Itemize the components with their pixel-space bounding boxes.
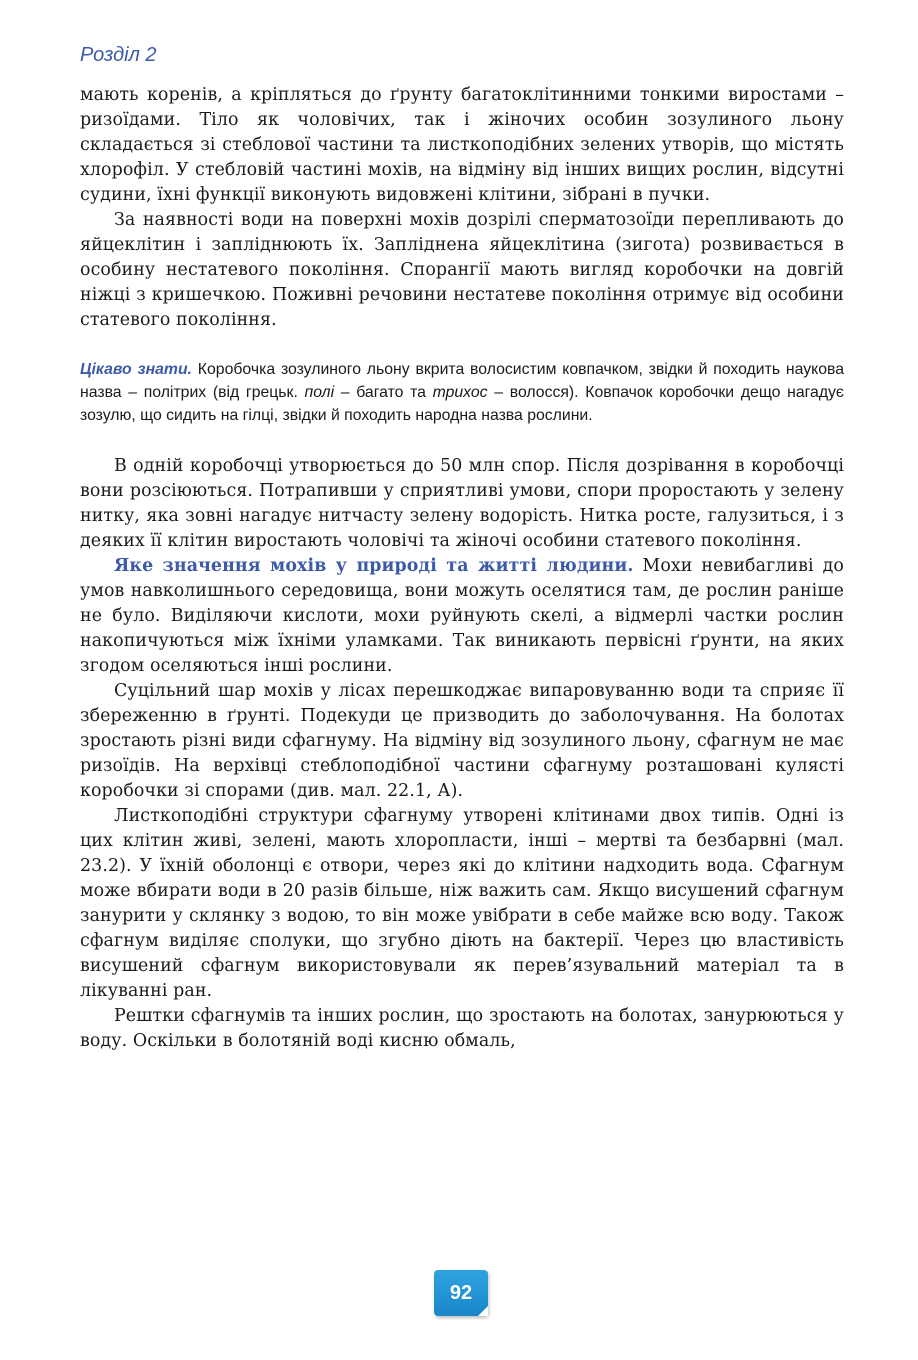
page-number: 92 (449, 1281, 473, 1304)
interesting-fact-label: Цікаво знати. (80, 361, 192, 378)
fact-term-poly: полі (304, 384, 335, 401)
paragraph-4-text: Мохи невибагливі до умов навколишнього середовища, вони можуть оселятися там, де рослин раніше не було. Виділяючи кислоти, мохи руйнують скелі, а відмерлі частки рослин накопичуються між їхніми уламками. Так виникають первісні ґрунти, на яких згодом оселяються інші рослини. (80, 556, 844, 676)
paragraph-2: За наявності води на поверхні мохів дозрілі сперматозоїди перепливають до яйцеклітин і запліднюють їх. Запліднена яйцеклітина (зигота) розвивається в особину нестатевого покоління. Спорангії мають вигляд коробочки на довгій ніжці з кришечкою. Поживні речовини нестатеве покоління отримує від особини статевого покоління. (80, 210, 844, 330)
paragraph-6: Листкоподібні структури сфагнуму утворені клітинами двох типів. Одні із цих клітин живі, зелені, мають хлоропласти, інші – мертві та безбарвні (мал. 23.2). У їхній оболонці є отвори, через які до клітини надходить вода. Сфагнум може вбирати води в 20 разів більше, ніж важить сам. Якщо висушений сфагнум занурити у склянку з водою, то він може увібрати в себе майже всю воду. Також сфагнум виділяє сполуки, що згубно діють на бактерії. Через цю властивість висушений сфагнум використовували як перев’язувальний матеріал та в лікуванні ран. (80, 806, 844, 1001)
fact-text-2: – багато та (334, 384, 433, 401)
page-number-badge (434, 1270, 488, 1316)
section-header: Розділ 2 (80, 44, 157, 66)
paragraph-4 (80, 554, 844, 679)
paragraph-3: В одній коробочці утворюється до 50 млн спор. Після дозрівання в коробочці вони розсіюються. Потрапивши у сприятливі умови, спори проростають у зелену нитку, яка зовні нагадує нитчасту зелену водорість. Нитка росте, галузиться, і з деяких її клітин виростають чоловічі та жіночі особини статевого покоління. (80, 456, 844, 551)
paragraph-7: Рештки сфагнумів та інших рослин, що зростають на болотах, занурюються у воду. Оскільки в болотяній воді кисню обмаль, (80, 1006, 844, 1051)
page-corner-fold-icon (478, 1306, 488, 1316)
page-body (80, 83, 844, 1054)
paragraph-1: мають коренів, а кріпляться до ґрунту багатоклітинними тонкими виростами – ризоїдами. Тіло як чоловічих, так і жіночих особин зозулиного льону складається зі стеблової частини та листкоподібних зелених утворів, що містять хлорофіл. У стебловій частині мохів, на відміну від інших вищих рослин, відсутні судини, їхні функції виконують видовжені клітини, зібрані в пучки. (80, 85, 844, 205)
fact-text-1: Коробочка зозулиного льону вкрита волосистим ковпачком, звідки й походить наукова назва – політрих (від грецьк. (80, 361, 844, 401)
paragraph-5: Суцільний шар мохів у лісах перешкоджає випаровуванню води та сприяє її збереженню в ґрунті. Подекуди це призводить до заболочування. На болотах зростають різні види сфагнуму. На відміну від зозулиного льону, сфагнум не має ризоїдів. На верхівці стеблоподібної частини сфагнуму розташовані кулясті коробочки зі спорами (див. мал. 22.1, А). (80, 681, 844, 801)
subsection-heading: Яке значення мохів у природі та житті людини. (114, 556, 634, 576)
fact-term-trichos: трихос (432, 384, 488, 401)
interesting-fact-box (80, 358, 844, 427)
fact-text-3: – волосся). Ковпачок коробочки дещо нагадує зозулю, що сидить на гілці, звідки й походить народна назва рослини. (80, 384, 844, 424)
